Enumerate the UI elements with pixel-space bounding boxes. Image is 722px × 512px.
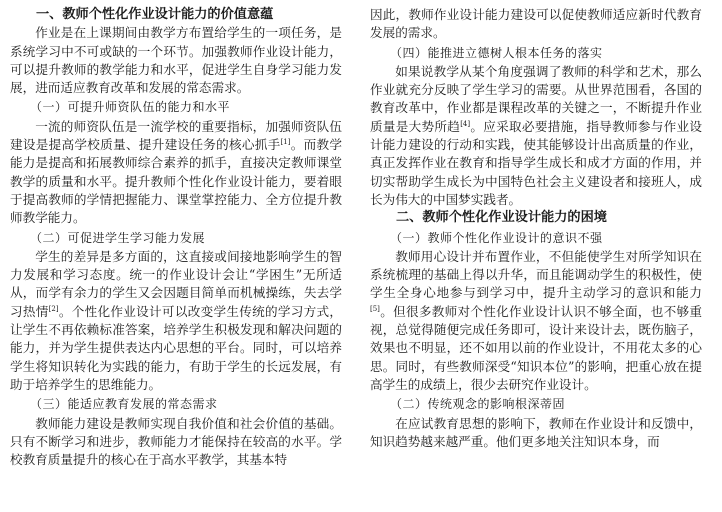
subsection-heading-6: （二）传统观念的影响根深蒂固 xyxy=(390,397,566,412)
paragraph-text: 如果说教学从某个角度强调了教师的科学和艺术，那么作业就充分反映了学生学习的需要。从世界范围看，各国的教育改革中，作业都是课程改革的关键之一，不断提升作业质量是大势所趋 xyxy=(370,63,702,134)
reference-mark: [5] xyxy=(370,304,380,313)
subsection-heading-3: （三）能适应教育发展的常态需求 xyxy=(30,397,218,412)
reference-mark: [4] xyxy=(460,119,471,128)
paragraph-text: 学生的差异是多方面的，这直接或间接地影响学生的智力发展和学习态度。统一的作业设计会让“学困生”无所适从，而学有余力的学生又会因题目简单而机械操练，失去学习热情 xyxy=(10,248,342,319)
paragraph-weak-awareness xyxy=(370,248,702,394)
subsection-heading-5: （一）教师个性化作业设计的意识不强 xyxy=(390,230,603,245)
paragraph-education-needs: 教师能力建设是教师实现自我价值和社会价值的基础。只有不断学习和进步，教师能力才能保持在较高的水平。学校教育质量提升的核心在于高水平教学，其基本特 xyxy=(10,415,342,468)
paragraph-text: 一流的师资队伍是一流学校的重要指标，加强师资队伍建设是提高学校质量、提升建设任务的核心抓手 xyxy=(10,118,342,153)
paragraph-text: 。应采取必要措施，指导教师参与作业设计能力建设的行动和实践，使其能够设计出高质量的作业，真正发挥作业在教育和指导学生成长和成才方面的作用，并切实帮助学生成长为中国特色社会主义建设者和接班人，成长为伟大的中国梦实践者。 xyxy=(370,118,703,207)
section-title-2: 二、教师个性化作业设计能力的困境 xyxy=(396,210,607,226)
subsection-heading-1: （一）可提升师资队伍的能力和水平 xyxy=(30,100,231,115)
paragraph-text: 教师用心设计并布置作业，不但能使学生对所学知识在系统梳理的基础上得以升华，而且能调动学生的积极性，使学生全身心地参与到学习中，提升主动学习的意识和能力 xyxy=(370,248,702,301)
paragraph-student-ability xyxy=(10,248,342,394)
left-column xyxy=(10,6,342,469)
paragraph-text: 。个性化作业设计可以改变学生传统的学习方式，让学生不再依赖标准答案，培养学生积极发现和解决问题的能力，并为学生提供表达内心思想的平台。同时，可以培养学生将知识转化为实践的能力，有助于学生的长远发展，有助于培养学生的思维能力。 xyxy=(10,303,343,392)
paragraph-teacher-team xyxy=(10,118,342,228)
paragraph-text: 。但很多教师对个性化作业设计认识不够全面，也不够重视，总觉得随便完成任务即可，设计来设计去，既伤脑子，效果也不明显，还不如用以前的作业设计，不用花太多的心思。同时，有些教师深受“知识本位”的影响，把重心放在提高学生的成绩上，很少去研究作业设计。 xyxy=(370,303,702,392)
paragraph-continued: 因此，教师作业设计能力建设可以促使教师适应新时代教育发展的需求。 xyxy=(370,7,702,41)
paragraph-intro: 作业是在上课期间由教学方布置给学生的一项任务，是系统学习中不可或缺的一个环节。加强教师作业设计能力，可以提升教师的教学能力和水平，促进学生自身学习能力发展，进而适应教育改革和发展的常态需求。 xyxy=(10,25,342,96)
subsection-heading-4: （四）能推进立德树人根本任务的落实 xyxy=(390,45,603,60)
paragraph-traditional-concepts: 在应试教育思想的影响下，教师在作业设计和反馈中，知识趋势越来越严重。他们更多地关注知识本身，而 xyxy=(370,415,702,449)
subsection-heading-2: （二）可促进学生学习能力发展 xyxy=(30,230,206,245)
reference-mark: [1] xyxy=(280,137,291,146)
reference-mark: [2] xyxy=(48,304,59,313)
paragraph-moral-education xyxy=(370,63,702,209)
right-column xyxy=(370,6,702,451)
paragraph-text: 。而教学能力是提高和拓展教师综合素养的抓手，直接决定教师课堂教学的质量和水平。提升教师个性化作业设计能力，要着眼于提高教师的学情把握能力、课堂掌控能力、全方位提升教师教学能力。 xyxy=(10,137,343,226)
section-title-1: 一、教师个性化作业设计能力的价值意蕴 xyxy=(36,7,274,22)
